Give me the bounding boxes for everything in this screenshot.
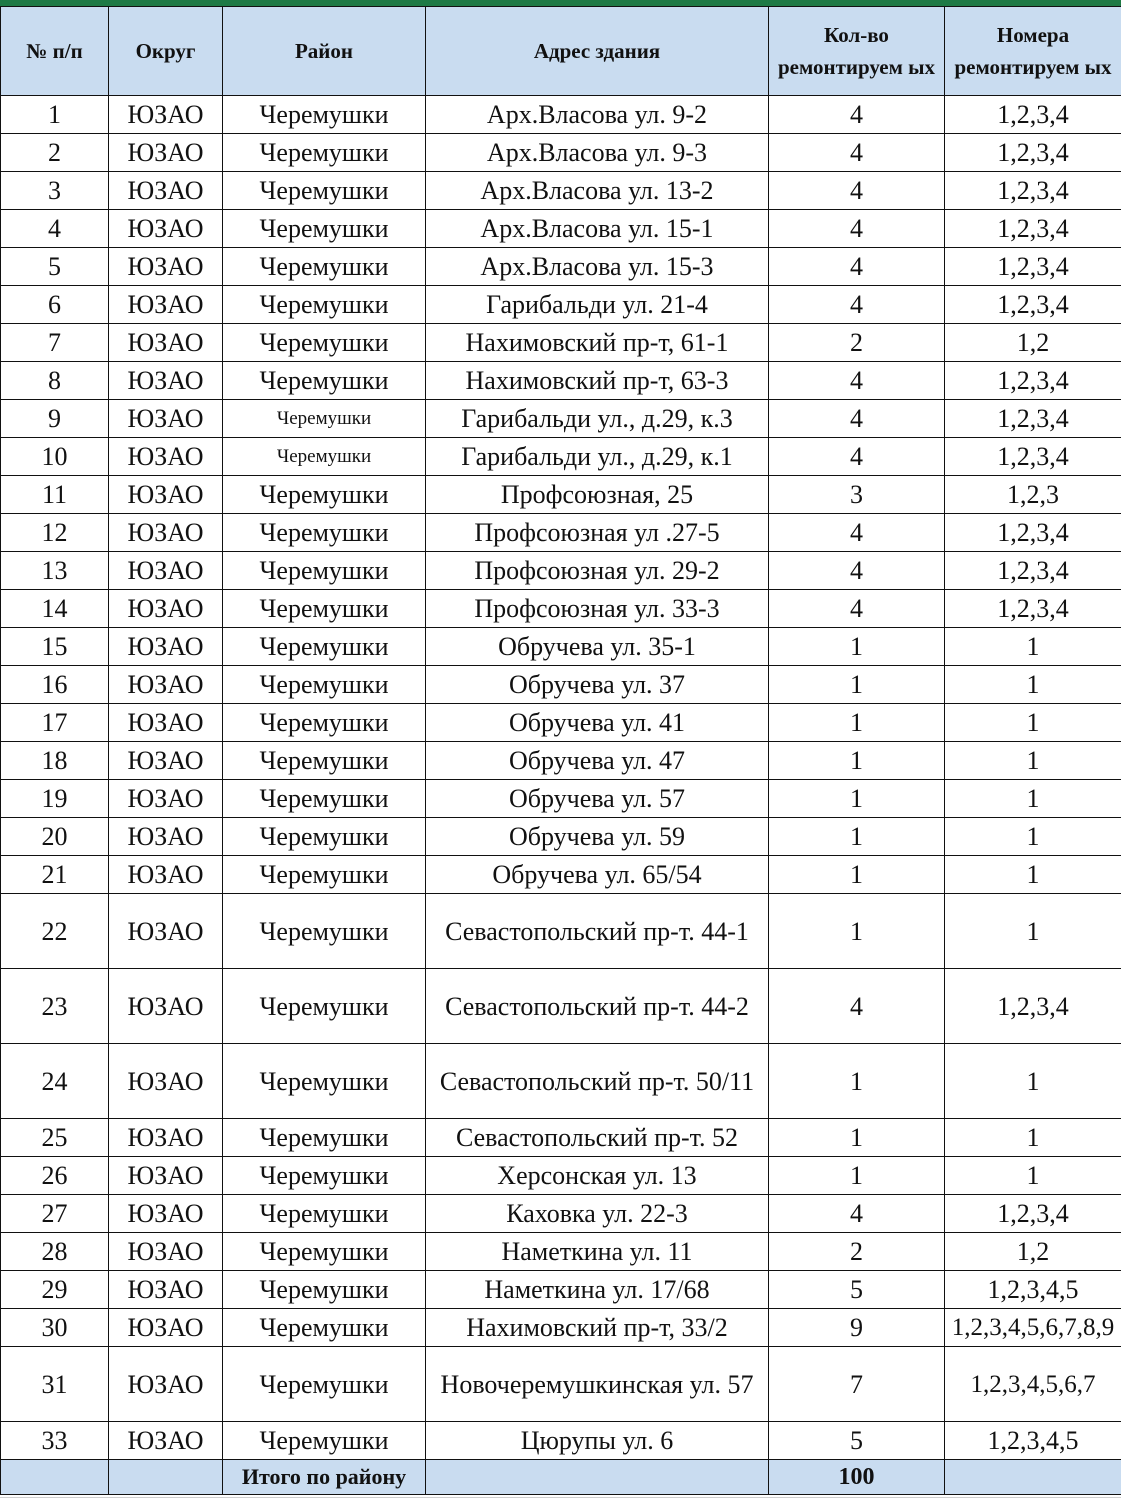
row-numbers-cell: 1,2 (945, 324, 1121, 362)
row-count-cell: 1 (769, 894, 945, 969)
row-address-cell: Арх.Власова ул. 9-3 (426, 134, 769, 172)
row-num-cell: 6 (1, 286, 109, 324)
row-num-cell: 17 (1, 704, 109, 742)
row-num-cell: 31 (1, 1347, 109, 1422)
total-empty-2 (109, 1460, 223, 1495)
row-rayon-cell: Черемушки (223, 1309, 426, 1347)
row-count-cell: 3 (769, 476, 945, 514)
row-numbers-cell: 1,2 (945, 1233, 1121, 1271)
row-num-cell: 2 (1, 134, 109, 172)
row-rayon-cell: Черемушки (223, 818, 426, 856)
row-rayon-cell: Черемушки (223, 286, 426, 324)
table-row (1, 210, 1121, 248)
table-row (1, 324, 1121, 362)
row-okrug-cell: ЮЗАО (109, 704, 223, 742)
table-row (1, 704, 1121, 742)
row-rayon-cell: Черемушки (223, 476, 426, 514)
row-numbers-cell: 1,2,3,4,5,6,7,8,9 (945, 1309, 1121, 1347)
row-num-cell: 33 (1, 1422, 109, 1460)
row-num-cell: 12 (1, 514, 109, 552)
row-numbers-cell: 1,2,3,4,5 (945, 1271, 1121, 1309)
row-okrug-cell: ЮЗАО (109, 780, 223, 818)
row-address-cell: Профсоюзная ул. 29-2 (426, 552, 769, 590)
row-numbers-cell: 1,2,3,4 (945, 134, 1121, 172)
row-num-cell: 18 (1, 742, 109, 780)
row-okrug-cell: ЮЗАО (109, 818, 223, 856)
total-label: Итого по району (223, 1460, 426, 1495)
table-row (1, 1271, 1121, 1309)
header-count: Кол-во ремонтируем ых (769, 7, 945, 96)
row-rayon-cell: Черемушки (223, 894, 426, 969)
row-address-cell: Арх.Власова ул. 15-1 (426, 210, 769, 248)
row-rayon-cell: Черемушки (223, 210, 426, 248)
row-rayon-cell: Черемушки (223, 248, 426, 286)
row-address-cell: Нахимовский пр-т, 61-1 (426, 324, 769, 362)
row-okrug-cell: ЮЗАО (109, 1119, 223, 1157)
row-okrug-cell: ЮЗАО (109, 324, 223, 362)
row-numbers-cell: 1 (945, 742, 1121, 780)
row-okrug-cell: ЮЗАО (109, 362, 223, 400)
row-num-cell: 21 (1, 856, 109, 894)
row-okrug-cell: ЮЗАО (109, 476, 223, 514)
row-address-cell: Профсоюзная, 25 (426, 476, 769, 514)
table-row (1, 96, 1121, 134)
table-row (1, 1195, 1121, 1233)
total-empty-3 (426, 1460, 769, 1495)
row-rayon-cell: Черемушки (223, 628, 426, 666)
table-row (1, 1157, 1121, 1195)
header-rayon: Район (223, 7, 426, 96)
row-numbers-cell: 1,2,3,4 (945, 286, 1121, 324)
row-address-cell: Обручева ул. 57 (426, 780, 769, 818)
row-okrug-cell: ЮЗАО (109, 552, 223, 590)
row-count-cell: 1 (769, 818, 945, 856)
row-rayon-cell: Черемушки (223, 1157, 426, 1195)
row-numbers-cell: 1 (945, 666, 1121, 704)
row-count-cell: 2 (769, 1233, 945, 1271)
table-row (1, 666, 1121, 704)
row-rayon-cell: Черемушки (223, 324, 426, 362)
row-num-cell: 11 (1, 476, 109, 514)
row-rayon-cell: Черемушки (223, 742, 426, 780)
row-num-cell: 13 (1, 552, 109, 590)
row-address-cell: Нахимовский пр-т, 33/2 (426, 1309, 769, 1347)
table-row (1, 628, 1121, 666)
row-count-cell: 1 (769, 1119, 945, 1157)
row-okrug-cell: ЮЗАО (109, 590, 223, 628)
row-rayon-cell: Черемушки (223, 704, 426, 742)
row-numbers-cell: 1 (945, 1119, 1121, 1157)
row-okrug-cell: ЮЗАО (109, 1233, 223, 1271)
table-row (1, 476, 1121, 514)
row-okrug-cell: ЮЗАО (109, 514, 223, 552)
row-address-cell: Севастопольский пр-т. 52 (426, 1119, 769, 1157)
row-okrug-cell: ЮЗАО (109, 1422, 223, 1460)
row-rayon-cell: Черемушки (223, 666, 426, 704)
row-numbers-cell: 1 (945, 1157, 1121, 1195)
row-okrug-cell: ЮЗАО (109, 628, 223, 666)
row-address-cell: Наметкина ул. 17/68 (426, 1271, 769, 1309)
row-rayon-cell: Черемушки (223, 590, 426, 628)
table-row (1, 742, 1121, 780)
row-address-cell: Новочеремушкинская ул. 57 (426, 1347, 769, 1422)
row-okrug-cell: ЮЗАО (109, 742, 223, 780)
row-address-cell: Профсоюзная ул. 33-3 (426, 590, 769, 628)
row-okrug-cell: ЮЗАО (109, 400, 223, 438)
row-address-cell: Севастопольский пр-т. 44-1 (426, 894, 769, 969)
row-address-cell: Цюрупы ул. 6 (426, 1422, 769, 1460)
row-num-cell: 22 (1, 894, 109, 969)
row-num-cell: 15 (1, 628, 109, 666)
row-count-cell: 4 (769, 286, 945, 324)
table-row (1, 134, 1121, 172)
row-num-cell: 3 (1, 172, 109, 210)
table-row (1, 894, 1121, 969)
row-count-cell: 4 (769, 248, 945, 286)
table-row (1, 400, 1121, 438)
row-address-cell: Арх.Власова ул. 9-2 (426, 96, 769, 134)
row-address-cell: Нахимовский пр-т, 63-3 (426, 362, 769, 400)
row-address-cell: Гарибальди ул., д.29, к.3 (426, 400, 769, 438)
header-okrug: Округ (109, 7, 223, 96)
row-num-cell: 1 (1, 96, 109, 134)
row-rayon-cell: Черемушки (223, 552, 426, 590)
row-rayon-cell: Черемушки (223, 1044, 426, 1119)
row-okrug-cell: ЮЗАО (109, 248, 223, 286)
table-row (1, 856, 1121, 894)
row-okrug-cell: ЮЗАО (109, 1157, 223, 1195)
row-numbers-cell: 1,2,3,4 (945, 590, 1121, 628)
header-row (1, 7, 1121, 96)
row-count-cell: 4 (769, 134, 945, 172)
row-okrug-cell: ЮЗАО (109, 286, 223, 324)
row-okrug-cell: ЮЗАО (109, 1271, 223, 1309)
row-address-cell: Обручева ул. 35-1 (426, 628, 769, 666)
row-num-cell: 10 (1, 438, 109, 476)
row-count-cell: 7 (769, 1347, 945, 1422)
row-num-cell: 16 (1, 666, 109, 704)
row-address-cell: Профсоюзная ул .27-5 (426, 514, 769, 552)
row-count-cell: 4 (769, 1195, 945, 1233)
header-num: № п/п (1, 7, 109, 96)
row-rayon-cell: Черемушки (223, 969, 426, 1044)
row-count-cell: 4 (769, 172, 945, 210)
table-row (1, 1309, 1121, 1347)
row-rayon-cell: Черемушки (223, 856, 426, 894)
row-numbers-cell: 1 (945, 1044, 1121, 1119)
row-count-cell: 1 (769, 856, 945, 894)
table-row (1, 172, 1121, 210)
row-okrug-cell: ЮЗАО (109, 666, 223, 704)
row-count-cell: 1 (769, 666, 945, 704)
row-rayon-cell: Черемушки (223, 1233, 426, 1271)
row-address-cell: Севастопольский пр-т. 44-2 (426, 969, 769, 1044)
table-row (1, 1233, 1121, 1271)
row-numbers-cell: 1 (945, 780, 1121, 818)
row-numbers-cell: 1 (945, 818, 1121, 856)
row-address-cell: Обручева ул. 37 (426, 666, 769, 704)
row-num-cell: 7 (1, 324, 109, 362)
table-row (1, 1044, 1121, 1119)
total-value: 100 (769, 1460, 945, 1495)
row-num-cell: 27 (1, 1195, 109, 1233)
row-address-cell: Обручева ул. 59 (426, 818, 769, 856)
row-count-cell: 4 (769, 590, 945, 628)
row-address-cell: Наметкина ул. 11 (426, 1233, 769, 1271)
row-numbers-cell: 1,2,3,4 (945, 172, 1121, 210)
row-numbers-cell: 1,2,3,4 (945, 552, 1121, 590)
row-okrug-cell: ЮЗАО (109, 438, 223, 476)
row-num-cell: 30 (1, 1309, 109, 1347)
row-okrug-cell: ЮЗАО (109, 1347, 223, 1422)
row-okrug-cell: ЮЗАО (109, 1195, 223, 1233)
row-okrug-cell: ЮЗАО (109, 134, 223, 172)
row-num-cell: 20 (1, 818, 109, 856)
row-okrug-cell: ЮЗАО (109, 969, 223, 1044)
table-row (1, 286, 1121, 324)
table-row (1, 514, 1121, 552)
row-count-cell: 4 (769, 400, 945, 438)
row-okrug-cell: ЮЗАО (109, 856, 223, 894)
row-rayon-cell: Черемушки (223, 172, 426, 210)
row-rayon-cell: Черемушки (223, 780, 426, 818)
row-rayon-cell: Черемушки (223, 134, 426, 172)
table-row (1, 362, 1121, 400)
table-row (1, 1119, 1121, 1157)
row-count-cell: 4 (769, 362, 945, 400)
row-count-cell: 5 (769, 1422, 945, 1460)
total-empty-4 (945, 1460, 1121, 1495)
table-row (1, 818, 1121, 856)
header-numbers: Номера ремонтируем ых (945, 7, 1121, 96)
row-rayon-cell: Черемушки (223, 1195, 426, 1233)
row-num-cell: 29 (1, 1271, 109, 1309)
row-num-cell: 23 (1, 969, 109, 1044)
row-num-cell: 26 (1, 1157, 109, 1195)
row-numbers-cell: 1,2,3,4 (945, 1195, 1121, 1233)
row-count-cell: 5 (769, 1271, 945, 1309)
row-rayon-cell: Черемушки (223, 1271, 426, 1309)
row-num-cell: 19 (1, 780, 109, 818)
row-address-cell: Арх.Власова ул. 13-2 (426, 172, 769, 210)
row-num-cell: 5 (1, 248, 109, 286)
row-numbers-cell: 1,2,3,4 (945, 400, 1121, 438)
row-address-cell: Гарибальди ул. 21-4 (426, 286, 769, 324)
repair-table (0, 6, 1121, 1495)
row-address-cell: Обручева ул. 65/54 (426, 856, 769, 894)
table-row (1, 1422, 1121, 1460)
row-rayon-cell: Черемушки (223, 438, 426, 476)
row-rayon-cell: Черемушки (223, 400, 426, 438)
row-rayon-cell: Черемушки (223, 1119, 426, 1157)
row-count-cell: 1 (769, 1044, 945, 1119)
row-numbers-cell: 1,2,3,4 (945, 210, 1121, 248)
row-numbers-cell: 1 (945, 704, 1121, 742)
row-okrug-cell: ЮЗАО (109, 172, 223, 210)
row-count-cell: 1 (769, 780, 945, 818)
row-num-cell: 24 (1, 1044, 109, 1119)
row-address-cell: Севастопольский пр-т. 50/11 (426, 1044, 769, 1119)
table-row (1, 552, 1121, 590)
row-numbers-cell: 1,2,3,4 (945, 438, 1121, 476)
row-count-cell: 4 (769, 438, 945, 476)
row-numbers-cell: 1,2,3,4 (945, 248, 1121, 286)
row-count-cell: 4 (769, 210, 945, 248)
row-num-cell: 25 (1, 1119, 109, 1157)
table-row (1, 248, 1121, 286)
row-count-cell: 2 (769, 324, 945, 362)
row-okrug-cell: ЮЗАО (109, 1044, 223, 1119)
row-numbers-cell: 1 (945, 856, 1121, 894)
row-rayon-cell: Черемушки (223, 96, 426, 134)
row-count-cell: 1 (769, 1157, 945, 1195)
table-row (1, 1347, 1121, 1422)
row-rayon-cell: Черемушки (223, 362, 426, 400)
row-numbers-cell: 1,2,3,4 (945, 969, 1121, 1044)
total-empty-1 (1, 1460, 109, 1495)
row-okrug-cell: ЮЗАО (109, 1309, 223, 1347)
row-address-cell: Арх.Власова ул. 15-3 (426, 248, 769, 286)
row-num-cell: 14 (1, 590, 109, 628)
row-address-cell: Обручева ул. 47 (426, 742, 769, 780)
row-numbers-cell: 1,2,3,4 (945, 96, 1121, 134)
row-count-cell: 4 (769, 552, 945, 590)
row-address-cell: Обручева ул. 41 (426, 704, 769, 742)
table-row (1, 438, 1121, 476)
row-count-cell: 1 (769, 704, 945, 742)
row-num-cell: 4 (1, 210, 109, 248)
row-rayon-cell: Черемушки (223, 1422, 426, 1460)
row-num-cell: 9 (1, 400, 109, 438)
table-row (1, 590, 1121, 628)
row-address-cell: Каховка ул. 22-3 (426, 1195, 769, 1233)
row-okrug-cell: ЮЗАО (109, 894, 223, 969)
row-numbers-cell: 1,2,3,4,5 (945, 1422, 1121, 1460)
header-address: Адрес здания (426, 7, 769, 96)
row-count-cell: 1 (769, 742, 945, 780)
row-numbers-cell: 1 (945, 628, 1121, 666)
row-address-cell: Гарибальди ул., д.29, к.1 (426, 438, 769, 476)
row-okrug-cell: ЮЗАО (109, 210, 223, 248)
row-address-cell: Херсонская ул. 13 (426, 1157, 769, 1195)
row-count-cell: 4 (769, 969, 945, 1044)
row-num-cell: 28 (1, 1233, 109, 1271)
row-count-cell: 9 (769, 1309, 945, 1347)
table-row (1, 780, 1121, 818)
row-count-cell: 1 (769, 628, 945, 666)
row-count-cell: 4 (769, 96, 945, 134)
bottom-gridline (0, 1497, 1121, 1498)
total-row (1, 1460, 1121, 1495)
table-row (1, 969, 1121, 1044)
row-okrug-cell: ЮЗАО (109, 96, 223, 134)
row-numbers-cell: 1 (945, 894, 1121, 969)
row-numbers-cell: 1,2,3,4 (945, 362, 1121, 400)
row-rayon-cell: Черемушки (223, 1347, 426, 1422)
row-rayon-cell: Черемушки (223, 514, 426, 552)
row-num-cell: 8 (1, 362, 109, 400)
row-numbers-cell: 1,2,3 (945, 476, 1121, 514)
row-numbers-cell: 1,2,3,4 (945, 514, 1121, 552)
row-numbers-cell: 1,2,3,4,5,6,7 (945, 1347, 1121, 1422)
row-count-cell: 4 (769, 514, 945, 552)
